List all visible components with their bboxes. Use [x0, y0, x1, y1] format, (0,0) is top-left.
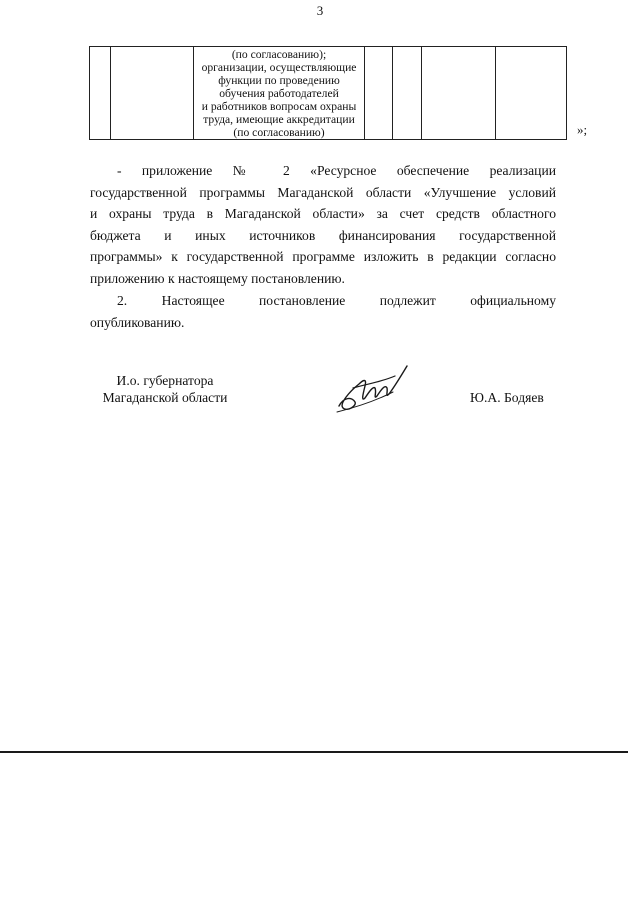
paragraph-line: приложению к настоящему постановлению. — [90, 270, 345, 286]
table-row — [90, 47, 567, 140]
paragraph-line: - приложение № 2 «Ресурсное обеспечение реализации — [117, 163, 556, 178]
cell-line: (по согласованию); — [231, 48, 327, 61]
table-cell — [90, 47, 111, 140]
paragraph-line: бюджета и иных источников финансирования государственной — [90, 227, 556, 243]
signer-title-line: Магаданской области — [102, 389, 228, 405]
cell-line: труда, имеющие аккредитации — [203, 113, 355, 126]
page-number: 3 — [316, 3, 324, 18]
signer-title-line: И.о. губернатора — [116, 373, 214, 388]
paragraph-line: 2. Настоящее постановление подлежит официальному — [117, 293, 556, 308]
table-cell — [111, 47, 194, 140]
table-cell — [496, 47, 567, 140]
signer-name: Ю.А. Бодяев — [470, 390, 544, 405]
page-bottom-rule — [0, 751, 628, 753]
paragraph-line: программы» к государственной программе изложить в редакции согласно — [90, 249, 556, 265]
table-cell — [393, 47, 422, 140]
paragraph-line: опубликованию. — [90, 314, 185, 330]
paragraph-publication — [90, 290, 556, 333]
cell-line: организации, осуществляющие — [201, 61, 357, 74]
cell-line: (по согласованию) — [233, 126, 325, 139]
signer-title — [90, 373, 240, 406]
cell-line: и работников вопросам охраны — [201, 100, 357, 113]
paragraph-appendix-2 — [90, 160, 556, 290]
handwritten-signature — [333, 362, 413, 422]
cell-line: функции по проведению — [218, 74, 340, 87]
table-cell — [422, 47, 496, 140]
paragraph-line: и охраны труда в Магаданской области» за счет средств областного — [90, 206, 556, 222]
table-cell-responsible — [194, 47, 365, 140]
cell-line: обучения работодателей — [219, 87, 339, 100]
table-cell — [365, 47, 393, 140]
table-continuation — [89, 46, 567, 140]
closing-quote-mark: »; — [577, 122, 588, 137]
paragraph-line: государственной программы Магаданской области «Улучшение условий — [90, 184, 556, 200]
